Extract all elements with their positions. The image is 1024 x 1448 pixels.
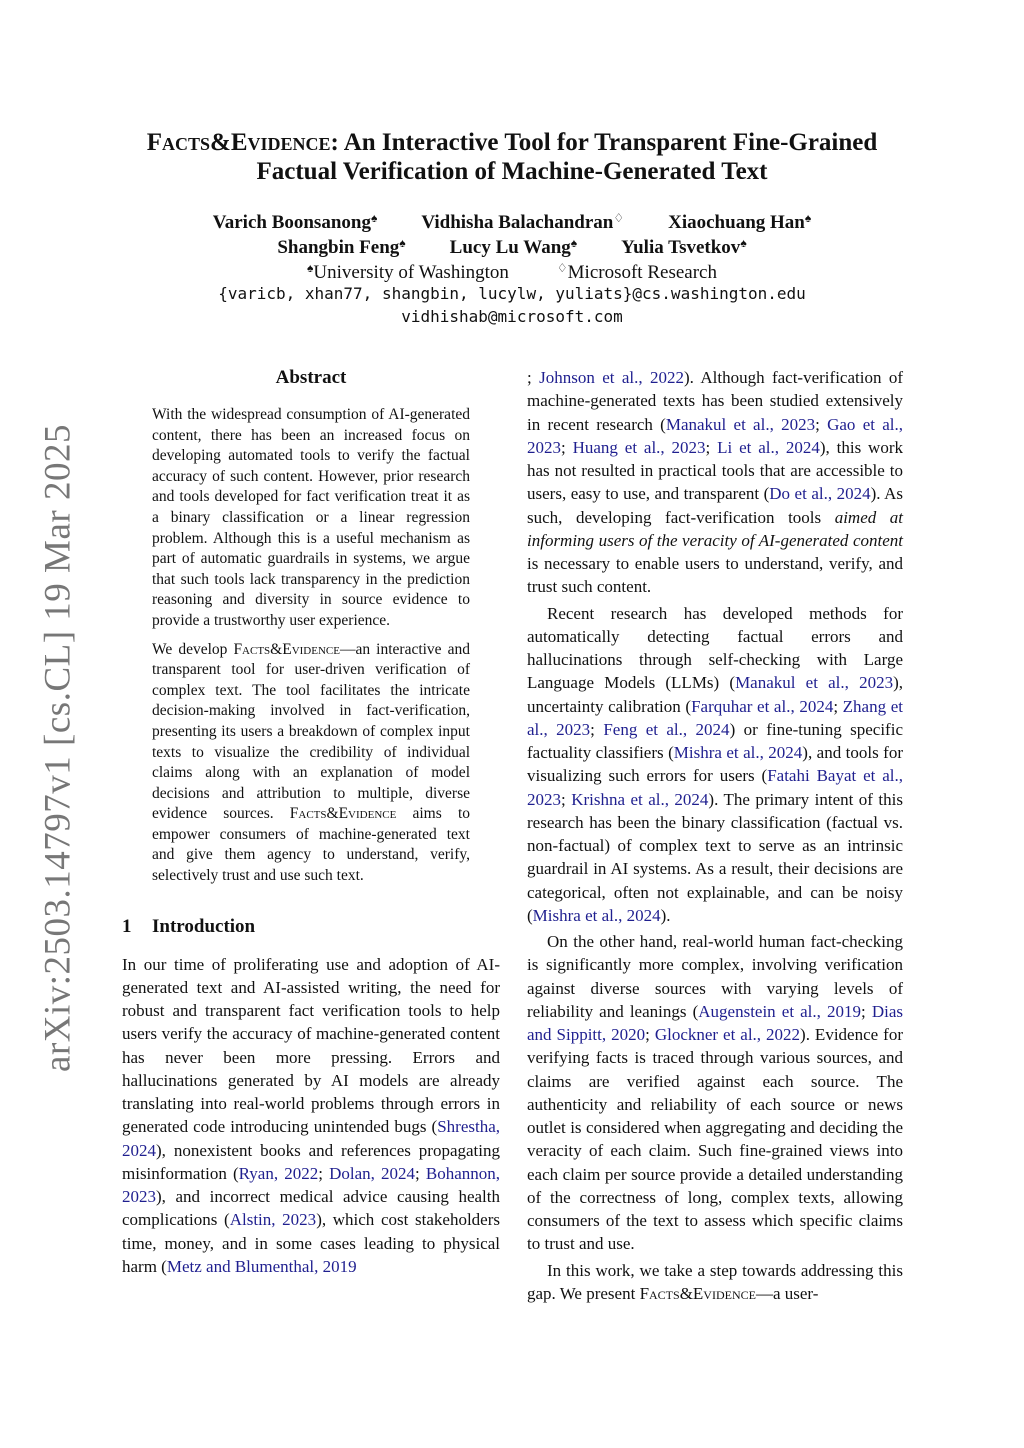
affiliation: ♢Microsoft Research <box>556 261 717 283</box>
author: Vidhisha Balachandran♢ <box>421 211 625 233</box>
citation-link[interactable]: Bohannon, 2023 <box>122 1163 501 1207</box>
body-paragraph: Recent research has developed methods for automatically detecting factual errors and hallucinations through self-checking with Large Language Models (LLMs) (Manakul et al., 2023), uncertainty calibration (Farquhar et al., 2024; Zhang et al., 2023; Feng et al., 2024) or fine-tuning specific factuality classifiers (Mishra et al., 2024), and tools for visualizing such errors for users (Fatahi Bayat et al., 2023; Krishna et al., 2024). The primary intent of this research has been the binary classification (factual vs. non-factual) of complex text to serve as an intrinsic guardrail in AI systems. As a result, their decisions are categorical, often not explainable, and can be noisy (Mishra et al., 2024). <box>527 603 904 925</box>
citation-link[interactable]: Johnson et al., 2022 <box>539 368 685 387</box>
citation-link[interactable]: Dolan, 2024 <box>329 1163 416 1183</box>
citation-link[interactable]: Farquhar et al., 2024 <box>691 696 834 716</box>
author: Varich Boonsanong♠ <box>212 211 378 233</box>
citation-link[interactable]: Li et al., 2024 <box>717 437 820 457</box>
affiliation: ♠University of Washington <box>307 261 509 283</box>
tool-name: Facts&Evidence <box>146 129 331 156</box>
body-paragraph: In our time of proliferating use and adoption of AI-generated text and AI-assisted writing, the need for robust and transparent fact verification tools to help users verify the accuracy of machine-generated content has never been more pressing. Errors and hallucinations generated by AI models are already translating into real-world problems through errors in generated code introducing unintended bugs (Shrestha, 2024), nonexistent books and references propagating misinformation (Ryan, 2022; Dolan, 2024; Bohannon, 2023), and incorrect medical advice causing health complications (Alstin, 2023), which cost stakeholders time, money, and in some cases leading to physical harm (Metz and Blumenthal, 2019 <box>122 954 501 1276</box>
citation-link[interactable]: Dias and Sippitt, 2020 <box>527 1001 904 1044</box>
citation-link[interactable]: Krishna et al., 2024 <box>571 789 709 809</box>
title-line2: Factual Verification of Machine-Generated Text <box>256 158 768 185</box>
citation-link[interactable]: Mishra et al., 2024 <box>673 743 803 762</box>
email-line: vidhishab@microsoft.com <box>401 307 623 326</box>
left-column <box>122 366 500 1278</box>
citation-link[interactable]: Do et al., 2024 <box>769 484 871 504</box>
right-column <box>527 366 903 1305</box>
citation-link[interactable]: Huang et al., 2023 <box>572 437 706 457</box>
abstract-heading: Abstract <box>275 367 347 388</box>
author: Lucy Lu Wang♠ <box>449 236 578 258</box>
citation-link[interactable]: Manakul et al., 2023 <box>735 673 894 693</box>
affiliations <box>100 256 924 285</box>
citation-link[interactable]: Feng et al., 2024 <box>603 719 730 739</box>
body-paragraph: In this work, we take a step towards addressing this gap. We present Facts&Evidence—a user- <box>527 1260 903 1303</box>
citation-link[interactable]: Alstin, 2023 <box>229 1210 317 1230</box>
arxiv-identifier: arXiv:2503.14797v1 [cs.CL] 19 Mar 2025 <box>37 424 79 1072</box>
citation-link[interactable]: Glockner et al., 2022 <box>654 1025 801 1044</box>
citation-link[interactable]: Metz and Blumenthal, 2019 <box>166 1256 357 1276</box>
section-heading: 1 Introduction <box>122 915 256 937</box>
citation-link[interactable]: Zhang et al., 2023 <box>527 696 903 739</box>
citation-link[interactable]: Fatahi Bayat et al., 2023 <box>527 766 904 809</box>
body-paragraph: ; Johnson et al., 2022). Although fact-verification of machine-generated texts has been studied extensively in recent research (Manakul et al., 2023; Gao et al., 2023; Huang et al., 2023; Li et al., 2024), this work has not resulted in practical tools that are accessible to users, easy to use, and transparent (Do et al., 2024). As such, developing fact-verification tools aimed at informing users of the veracity of AI-generated content is necessary to enable users to understand, verify, and trust such content. <box>527 368 904 597</box>
author: Xiaochuang Han♠ <box>668 211 812 233</box>
citation-link[interactable]: Mishra et al., 2024 <box>532 905 661 925</box>
abstract-body <box>152 405 470 887</box>
body-paragraph: On the other hand, real-world human fact-checking is significantly more complex, involving verification against diverse sources with varying levels of reliability and leanings (Augenstein et al., 2019; Dias and Sippitt, 2020; Glockner et al., 2022). Evidence for verifying facts is traced through various sources, and claims are verified against each source. The authenticity and reliability of each source or news outlet is considered when aggregating and deciding the veracity of each claim. Such fine-grained views into each claim per source provide a detailed understanding of the correctness of long, complex texts, allowing consumers of the text to assess which specific claims to trust and use. <box>527 932 904 1254</box>
author: Shangbin Feng♠ <box>277 236 406 258</box>
citation-link[interactable]: Manakul et al., 2023 <box>665 414 816 434</box>
email-line: {varicb, xhan77, shangbin, lucylw, yuliats}@cs.washington.edu <box>218 284 806 303</box>
citation-link[interactable]: Ryan, 2022 <box>238 1163 319 1183</box>
citation-link[interactable]: Augenstein et al., 2019 <box>698 1001 862 1021</box>
citation-link[interactable]: Shrestha, 2024 <box>122 1117 500 1160</box>
abstract-paragraph: With the widespread consumption of AI-generated content, there has been an increased focus on developing automated tools to verify the factual accuracy of such content. However, prior research and tools developed for fact verification treat it as a binary classification or a linear regression problem. Although this is a useful mechanism as part of automatic guardrails in systems, we argue that such tools lack transparency in the prediction reasoning and diversity in source evidence to provide a trustworthy user experience. <box>152 406 470 629</box>
paper-title <box>100 128 924 186</box>
title-line1-rest: : An Interactive Tool for Transparent Fine-Grained <box>330 129 878 156</box>
author: Yulia Tsvetkov♠ <box>621 236 747 258</box>
abstract-paragraph: We develop Facts&Evidence—an interactive and transparent tool for user-driven verification of complex text. The tool facilitates the intricate decision-making involved in fact-verification, presenting its users a breakdown of complex input texts to visualize the credibility of individual claims along with an explanation of model decisions and attribution to multiple, diverse evidence sources. Facts&Evidence aims to empower consumers of machine-generated text and give them agency to understand, verify, selectively trust and use such text. <box>152 640 470 885</box>
citation-link[interactable]: Gao et al., 2023 <box>527 414 904 457</box>
